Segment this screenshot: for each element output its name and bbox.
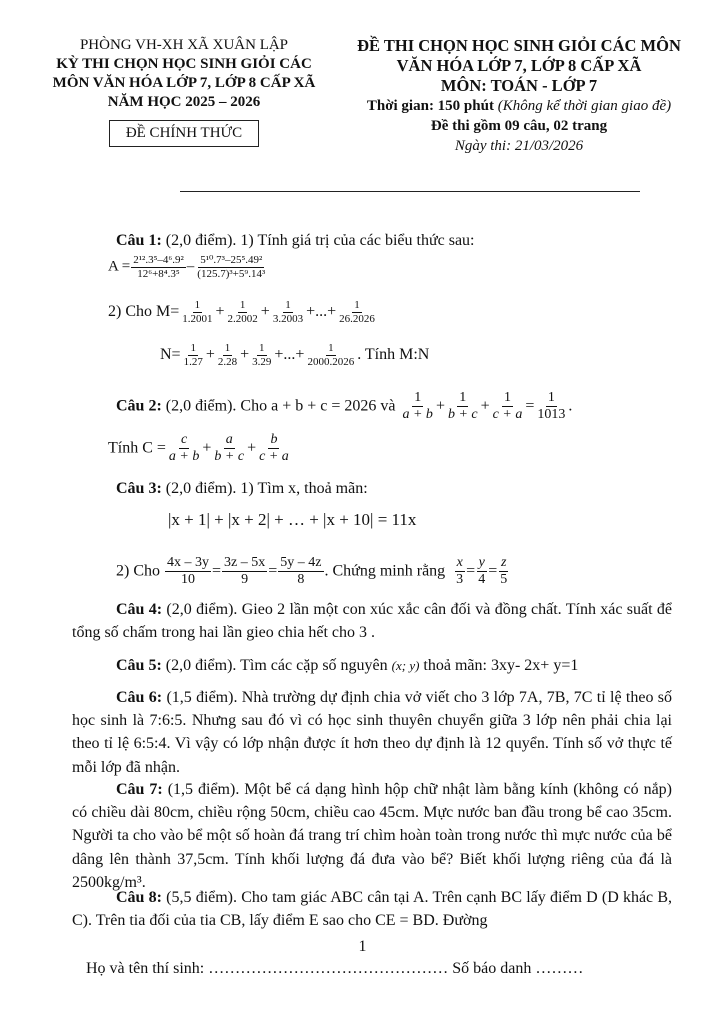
header-right [343,36,695,156]
question-6: Câu 6: (1,5 điểm). Nhà trường dự định chia vở viết cho 3 lớp 7A, 7B, 7C tỉ lệ theo số học sinh là 7:6:5. Nhưng sau đó vì có học sinh thuyên chuyển giữa 3 lớp nên phải chia lại theo tỉ lệ 6:5:4. Vì vậy có lớp nhận được ít hơn theo dự định là 12 quyển. Tính số vở thực tế mỗi lớp đã nhận. [72,689,673,776]
candidate-name-label: Họ và tên thí sinh: [86,960,209,977]
question-3-intro: Câu 3: (2,0 điểm). 1) Tìm x, thoả mãn: [116,480,368,497]
header-divider [180,191,640,192]
expression-n: N= $\frac{1}{1.27}$ + $\frac{1}{2.28}$ + $\frac{1}{3.29}$ +...+ $\frac{1}{2000.2026}$ . Tính M:N [160,342,430,368]
page-number: 1 [358,938,367,955]
exam-title-line-2: VĂN HÓA LỚP 7, LỚP 8 CẤP XÃ [396,56,642,75]
candidate-footer [86,960,583,978]
candidate-name-blank: ……………………………………… [208,960,449,977]
question-5: Câu 5: (2,0 điểm). Tìm các cặp số nguyên (x; y) thoả mãn: 3xy- 2x+ y=1 [116,657,579,674]
official-exam-box: ĐỀ CHÍNH THỨC [109,120,259,147]
header-left [36,36,332,147]
subject-title: MÔN: TOÁN - LỚP 7 [440,76,598,95]
question-2-intro: Câu 2: (2,0 điểm). Cho a + b + c = 2026 và $\frac{1}{a + b}$ + $\frac{1}{b + c}$ + $\frac{1}{c + a}$ = $\frac{1}{1013}$ . [116,390,573,423]
expression-c: Tính C = $\frac{c}{a + b}$ + $\frac{a}{b + c}$ + $\frac{b}{c + a}$ [108,432,289,465]
candidate-id-label: Số báo danh [448,960,536,977]
expression-a: A = $\frac{\text{2¹².3⁵–4⁶.9²}}{\text{12⁶+8⁴.3⁵}}$ – $\frac{\text{5¹⁰.7³–25⁵.49²}}{\text{(125.7)³+5⁹.14³}}$ [108,254,266,280]
school-year: NĂM HỌC 2025 – 2026 [107,94,261,110]
exam-name-line-1: KỲ THI CHỌN HỌC SINH GIỎI CÁC [56,56,312,72]
question-1-intro: Câu 1: (2,0 điểm). 1) Tính giá trị của các biểu thức sau: [116,232,475,249]
exam-title-line-1: ĐỀ THI CHỌN HỌC SINH GIỎI CÁC MÔN [357,36,681,55]
time-allowed: Thời gian: 150 phút (Không kể thời gian giao đề) [366,98,672,114]
department-name: PHÒNG VH-XH XÃ XUÂN LẬP [79,37,289,53]
candidate-id-blank: ……… [535,960,584,977]
question-8: Câu 8: (5,5 điểm). Cho tam giác ABC cân tại A. Trên cạnh BC lấy điểm D (D khác B, C). Trên tia đối của tia CB, lấy điểm E sao cho CE = BD. Đường [72,889,673,930]
question-3-part-2: 2) Cho $\frac{4x - 3y}{10}$ = $\frac{3z - 5x}{9}$ = $\frac{5y - 4z}{8}$ . Chứng minh rằng $\frac{x}{3}$ = $\frac{y}{4}$ = $\frac{z}{5}$ [116,555,508,588]
absolute-value-equation: |x + 1| + |x + 2| + … + |x + 10| = 11x [168,510,417,529]
question-7: Câu 7: (1,5 điểm). Một bể cá dạng hình hộp chữ nhật làm bằng kính (không có nắp) có chiều dài 80cm, chiều rộng 50cm, chiều cao 45cm. Mực nước ban đầu trong bể cao 35cm. Người ta cho vào bể một số hoàn đá trang trí chìm hoàn toàn trong nước thì mực nước của bể dâng lên thành 37,5cm. Tính khối lượng đá đưa vào bể? Biết khối lượng riêng của đá là 2500kg/m³. [72,781,673,891]
page-count: Đề thi gồm 09 câu, 02 trang [430,118,608,134]
question-4: Câu 4: (2,0 điểm). Gieo 2 lần một con xúc xắc cân đối và đồng chất. Tính xác suất để tổng số chấm trong hai lần gieo chia hết cho 3 . [72,601,673,642]
expression-m: 2) Cho M= $\frac{1}{1.2001}$ + $\frac{1}{2.2002}$ + $\frac{1}{3.2003}$ +...+ $\frac{1}{26.2026}$ [108,299,375,325]
exam-name-line-2: MÔN VĂN HÓA LỚP 7, LỚP 8 CẤP XÃ [52,75,316,91]
exam-date: Ngày thi: 21/03/2026 [454,138,584,154]
